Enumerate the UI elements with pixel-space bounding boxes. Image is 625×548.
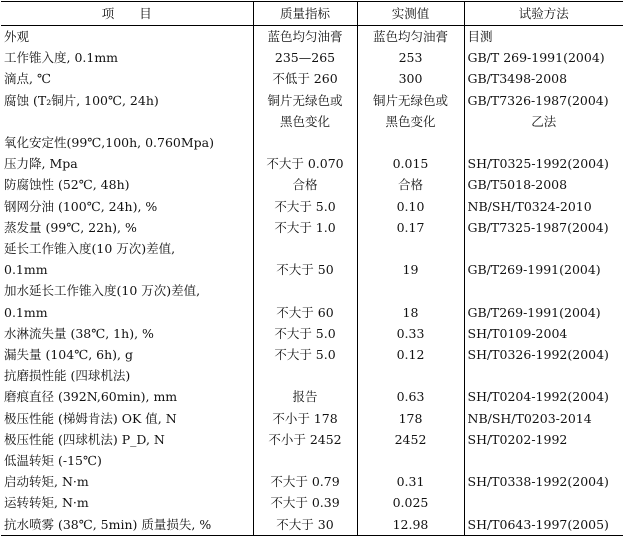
cell-measured: 2452: [357, 429, 464, 450]
cell-spec: 蓝色均匀油膏: [253, 26, 357, 48]
cell-method: GB/T 269-1991(2004): [467, 50, 605, 66]
cell-spec: 不大于 0.070: [253, 153, 357, 174]
cell-method: SH/T0325-1992(2004): [467, 156, 609, 172]
cell-item: [1, 111, 253, 132]
cell-spec: 不小于 178: [253, 408, 357, 429]
cell-item: 极压性能 (梯姆肯法) OK 值, N: [1, 408, 253, 429]
cell-method: 目测: [467, 29, 493, 44]
table-row: [1, 196, 623, 217]
table-row: [1, 238, 623, 259]
cell-item: 压力降, Mpa: [1, 153, 253, 174]
cell-measured: [357, 365, 464, 386]
cell-method: [464, 450, 623, 471]
cell-item: 0.1mm: [1, 259, 253, 280]
cell-spec: 不大于 0.79: [253, 471, 357, 492]
cell-spec: 235—265: [253, 47, 357, 68]
cell-measured: 178: [357, 408, 464, 429]
cell-method: [464, 132, 623, 153]
table-row: [1, 386, 623, 407]
cell-item: 抗水喷雾 (38℃, 5min) 质量损失, %: [1, 514, 253, 536]
table-row: [1, 217, 623, 238]
cell-item: 防腐蚀性 (52℃, 48h): [1, 174, 253, 195]
cell-spec: 报告: [253, 386, 357, 407]
cell-method: GB/T269-1991(2004): [467, 262, 601, 278]
table-row: [1, 344, 623, 365]
table-row: [1, 492, 623, 513]
header-spec: 质量指标: [253, 2, 357, 26]
cell-item: 启动转矩, N·m: [1, 471, 253, 492]
cell-method: SH/T0326-1992(2004): [467, 347, 609, 363]
cell-measured: 253: [357, 47, 464, 68]
cell-method: SH/T0204-1992(2004): [467, 389, 609, 405]
header-item: 项 目: [1, 2, 253, 26]
cell-measured: 0.025: [357, 492, 464, 513]
cell-item: 0.1mm: [1, 302, 253, 323]
cell-method: GB/T7326-1987(2004): [467, 92, 609, 108]
cell-measured: 黑色变化: [357, 111, 464, 132]
table-row: [1, 514, 623, 536]
table-row: [1, 323, 623, 344]
table-row: [1, 471, 623, 492]
cell-method: [464, 365, 623, 386]
cell-measured: [357, 450, 464, 471]
header-method: 试验方法: [464, 2, 623, 26]
table-row: [1, 111, 623, 132]
table-row: [1, 429, 623, 450]
cell-spec: 合格: [253, 174, 357, 195]
cell-item: 低温转矩 (-15℃): [1, 450, 253, 471]
cell-spec: 不大于 5.0: [253, 344, 357, 365]
cell-method: NB/SH/T0203-2014: [467, 410, 592, 426]
cell-method: SH/T0202-1992: [467, 431, 568, 447]
cell-measured: 0.17: [357, 217, 464, 238]
cell-item: 氧化安定性(99℃,100h, 0.760Mpa): [1, 132, 253, 153]
table-row: [1, 408, 623, 429]
cell-method: GB/T269-1991(2004): [467, 304, 601, 320]
cell-spec: [253, 365, 357, 386]
cell-measured: 蓝色均匀油膏: [357, 26, 464, 48]
cell-method: GB/T7325-1987(2004): [467, 219, 609, 235]
cell-item: 滴点, ℃: [1, 68, 253, 89]
cell-method: SH/T0338-1992(2004): [467, 474, 609, 490]
cell-spec: 不大于 60: [253, 302, 357, 323]
cell-spec: 不低于 260: [253, 68, 357, 89]
cell-method: NB/SH/T0324-2010: [467, 198, 592, 214]
table-header-row: [1, 2, 623, 26]
cell-spec: 铜片无绿色或: [253, 90, 357, 111]
cell-item: 钢网分油 (100℃, 24h), %: [1, 196, 253, 217]
cell-measured: 0.31: [357, 471, 464, 492]
cell-spec: 不大于 1.0: [253, 217, 357, 238]
cell-item: 延长工作锥入度(10 万次)差值,: [1, 238, 253, 259]
cell-item: 磨痕直径 (392N,60min), mm: [1, 386, 253, 407]
cell-method: SH/T0109-2004: [467, 325, 568, 341]
table-row: [1, 47, 623, 68]
cell-measured: 19: [357, 259, 464, 280]
cell-spec: [253, 238, 357, 259]
cell-spec: 不小于 2452: [253, 429, 357, 450]
cell-spec: 不大于 50: [253, 259, 357, 280]
cell-item: 抗磨损性能 (四球机法): [1, 365, 253, 386]
table-row: [1, 90, 623, 111]
cell-measured: 12.98: [357, 514, 464, 536]
cell-measured: [357, 238, 464, 259]
cell-measured: [357, 132, 464, 153]
table-row: [1, 365, 623, 386]
cell-item: 加水延长工作锥入度(10 万次)差值,: [1, 280, 253, 301]
table-row: [1, 259, 623, 280]
cell-item: 极压性能 (四球机法) P_D, N: [1, 429, 253, 450]
cell-item: 运转转矩, N·m: [1, 492, 253, 513]
cell-item: 腐蚀 (T₂铜片, 100℃, 24h): [1, 90, 253, 111]
table-row: [1, 302, 623, 323]
cell-method: SH/T0643-1997(2005): [464, 514, 623, 536]
cell-measured: 铜片无绿色或: [357, 90, 464, 111]
cell-measured: 18: [357, 302, 464, 323]
cell-measured: 300: [357, 68, 464, 89]
cell-spec: [253, 450, 357, 471]
cell-method: [464, 280, 623, 301]
cell-spec: 不大于 30: [253, 514, 357, 536]
cell-measured: 0.10: [357, 196, 464, 217]
table-row: [1, 153, 623, 174]
cell-spec: 不大于 5.0: [253, 323, 357, 344]
cell-item: 外观: [1, 26, 253, 48]
cell-spec: 不大于 0.39: [253, 492, 357, 513]
cell-measured: 0.63: [357, 386, 464, 407]
table-row: [1, 450, 623, 471]
cell-method: GB/T5018-2008: [467, 177, 568, 193]
cell-measured: 0.12: [357, 344, 464, 365]
cell-item: 蒸发量 (99℃, 22h), %: [1, 217, 253, 238]
cell-measured: 0.015: [357, 153, 464, 174]
grease-spec-table: [1, 1, 623, 536]
cell-spec: 不大于 5.0: [253, 196, 357, 217]
cell-measured: 0.33: [357, 323, 464, 344]
cell-item: 水淋流失量 (38℃, 1h), %: [1, 323, 253, 344]
cell-method: 乙法: [531, 113, 557, 129]
cell-spec: [253, 280, 357, 301]
cell-spec: 黑色变化: [253, 111, 357, 132]
table-row: [1, 174, 623, 195]
cell-item: 工作锥入度, 0.1mm: [1, 47, 253, 68]
table-row: [1, 132, 623, 153]
cell-measured: [357, 280, 464, 301]
table-row: [1, 68, 623, 89]
header-measured: 实测值: [357, 2, 464, 26]
cell-method: GB/T3498-2008: [467, 71, 568, 87]
cell-method: [464, 492, 623, 513]
table-row: [1, 280, 623, 301]
cell-item: 漏失量 (104℃, 6h), g: [1, 344, 253, 365]
cell-spec: [253, 132, 357, 153]
cell-measured: 合格: [357, 174, 464, 195]
cell-method: [464, 238, 623, 259]
table-row: [1, 26, 623, 48]
